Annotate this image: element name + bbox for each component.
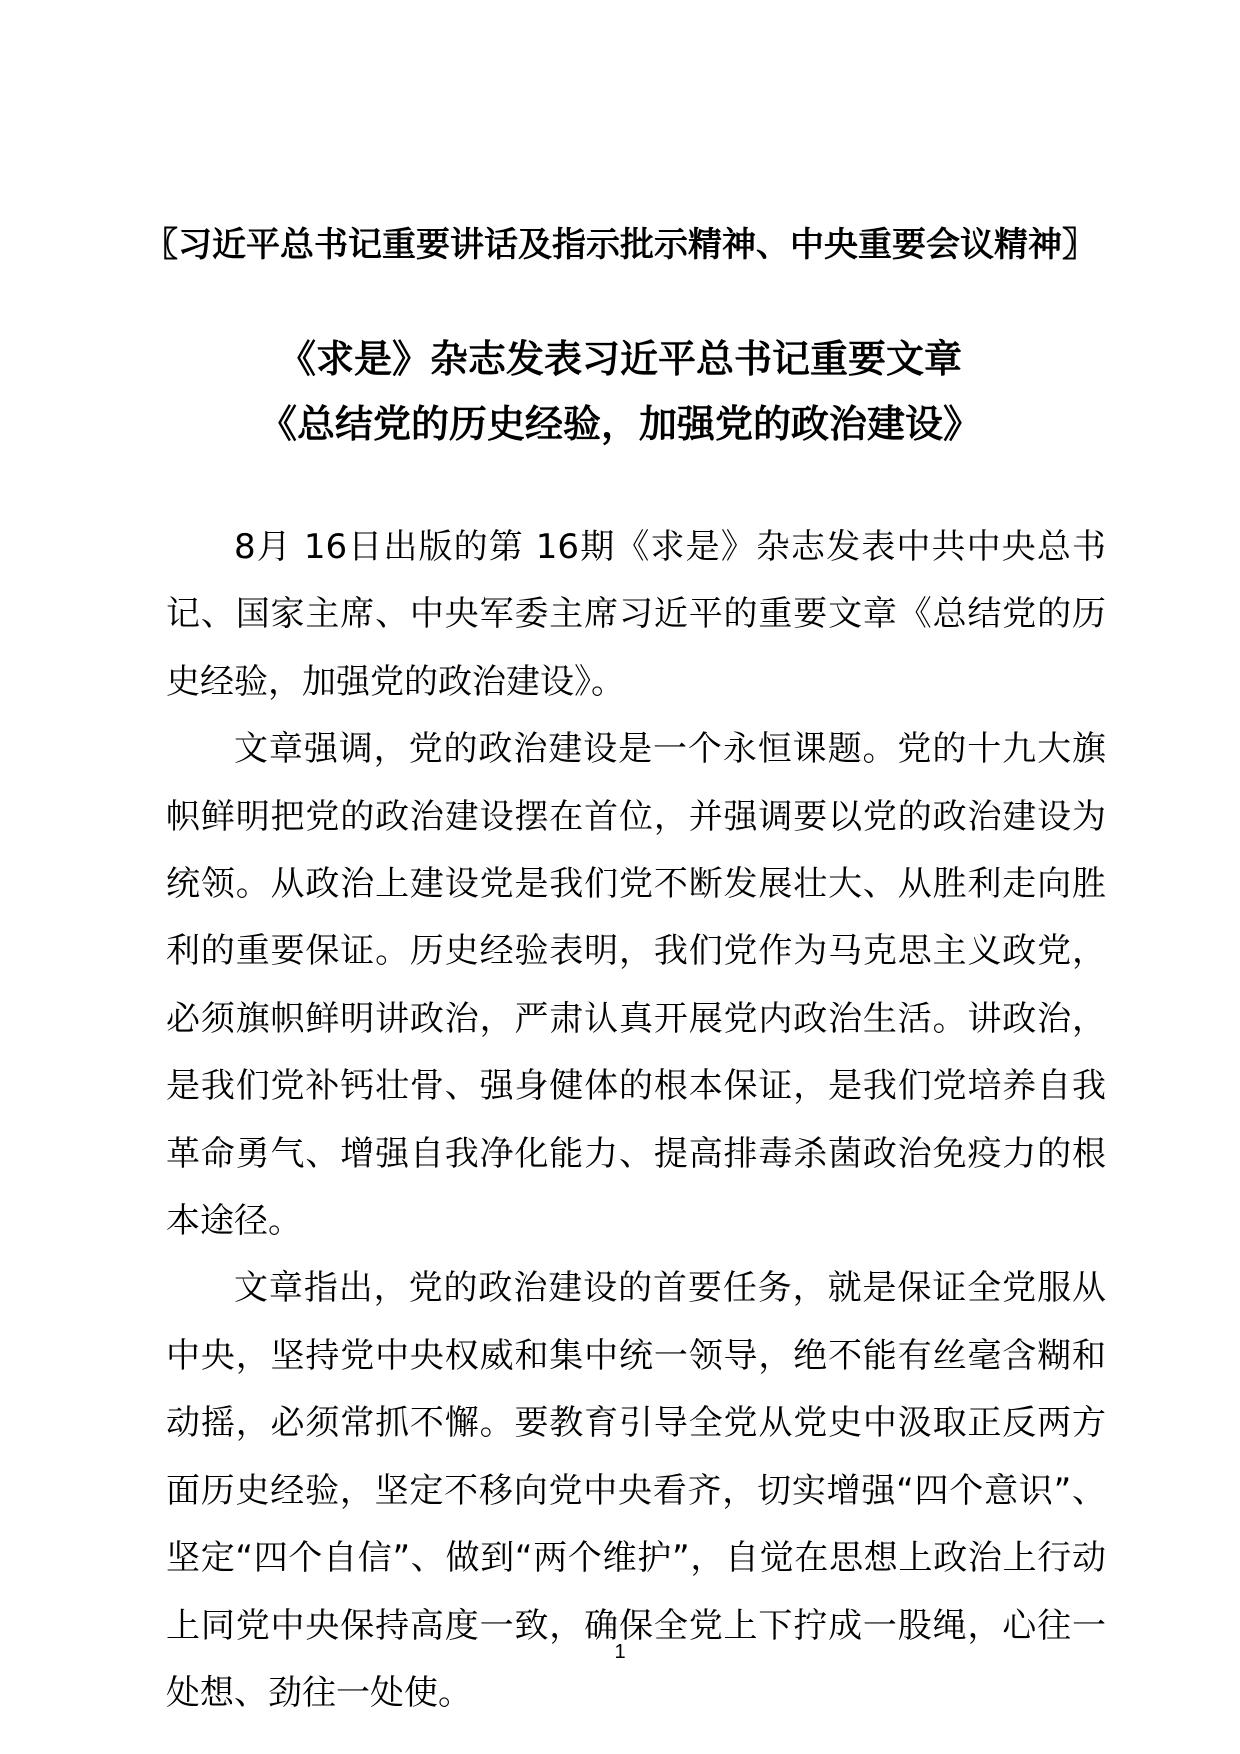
body-paragraph-1: 8月 16日出版的第 16期《求是》杂志发表中共中央总书记、国家主席、中央军委主席习近平的重要文章《总结党的历史经验，加强党的政治建设》。 — [166, 527, 1106, 702]
body-paragraph-3: 文章指出，党的政治建设的首要任务，就是保证全党服从中央，坚持党中央权威和集中统一领导，绝不能有丝毫含糊和动摇，必须常抓不懈。要教育引导全党从党史中汲取正反两方面历史经验，坚定不移向党中央看齐，切实增强“四个意识”、坚定“四个自信”、做到“两个维护”，自觉在思想上政治上行动上同党中央保持高度一致，确保全党上下拧成一股绳，心往一处想、劲往一处使。 — [166, 1268, 1106, 1713]
section-heading: 〖习近平总书记重要讲话及指示批示精神、中央重要会议精神〗 — [144, 225, 1096, 265]
body-paragraph-2: 文章强调，党的政治建设是一个永恒课题。党的十九大旗帜鲜明把党的政治建设摆在首位，并强调要以党的政治建设为统领。从政治上建设党是我们党不断发展壮大、从胜利走向胜利的重要保证。历史经验表明，我们党作为马克思主义政党，必须旗帜鲜明讲政治，严肃认真开展党内政治生活。讲政治，是我们党补钙壮骨、强身健体的根本保证，是我们党培养自我革命勇气、增强自我净化能力、提高排毒杀菌政治免疫力的根本途径。 — [166, 729, 1106, 1242]
page-number: 1 — [614, 1641, 626, 1663]
article-body — [166, 514, 1106, 1727]
article-title-line1: 《求是》杂志发表习近平总书记重要文章 — [277, 337, 962, 381]
article-title-line2: 《总结党的历史经验，加强党的政治建设》 — [258, 402, 981, 446]
